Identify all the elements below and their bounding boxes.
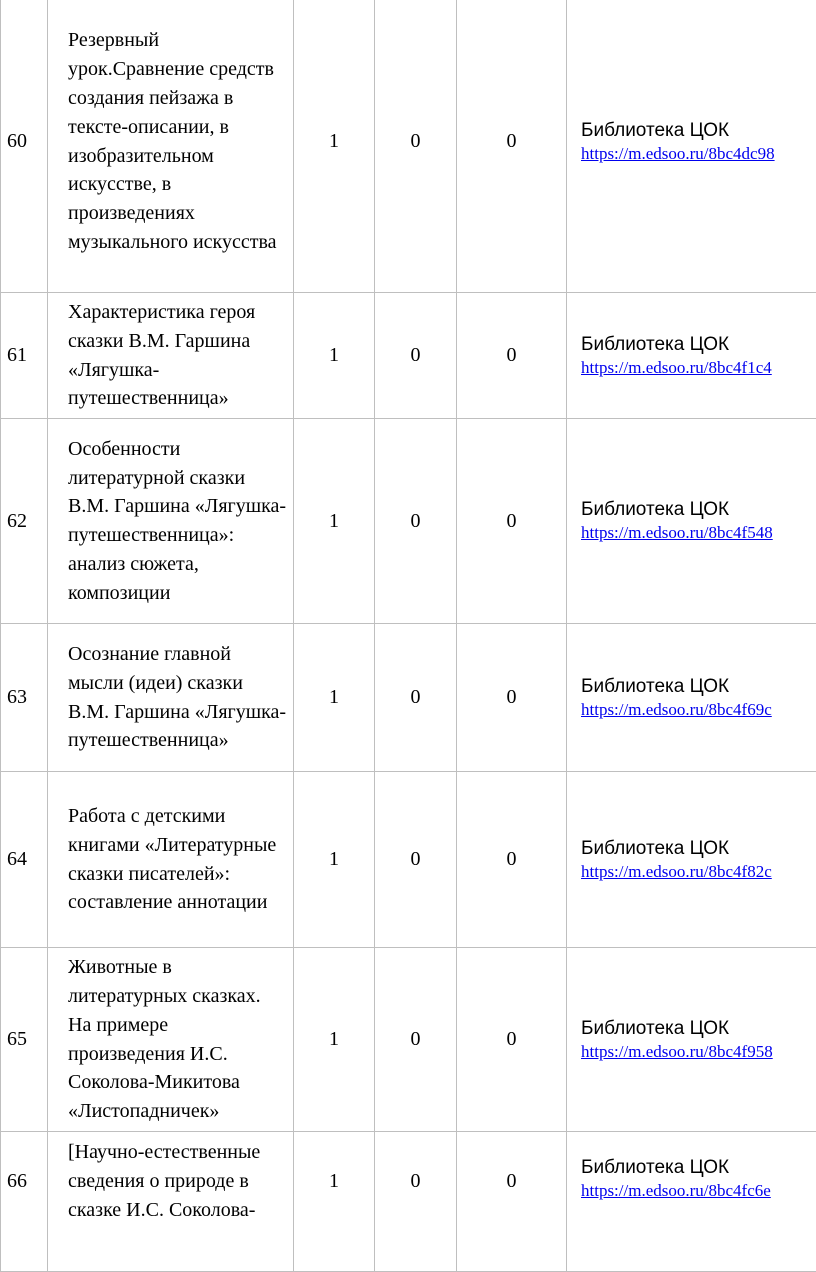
lesson-number: 61 bbox=[1, 293, 48, 419]
digital-resource bbox=[567, 419, 816, 624]
practice-hours: 0 bbox=[457, 0, 567, 293]
control-hours: 0 bbox=[375, 293, 457, 419]
practice-hours: 0 bbox=[457, 293, 567, 419]
lesson-number: 63 bbox=[1, 624, 48, 772]
digital-resource bbox=[567, 293, 816, 419]
practice-hours: 0 bbox=[457, 624, 567, 772]
total-hours: 1 bbox=[294, 948, 375, 1132]
resource-link[interactable]: https://m.edsoo.ru/8bc4f1c4 bbox=[581, 357, 816, 379]
total-hours: 1 bbox=[294, 0, 375, 293]
table-row bbox=[1, 948, 816, 1132]
lesson-topic: Резервный урок.Сравнение средств создания пейзажа в тексте-описании, в изобразительном искусстве, в произведениях музыкального искусства bbox=[48, 0, 294, 293]
lesson-topic: Животные в литературных сказках. На примере произведения И.С. Соколова-Микитова «Листопадничек» bbox=[48, 948, 294, 1132]
digital-resource bbox=[567, 772, 816, 948]
lesson-topic: Характеристика героя сказки В.М. Гаршина «Лягушка-путешественница» bbox=[48, 293, 294, 419]
resource-link[interactable]: https://m.edsoo.ru/8bc4fc6e bbox=[581, 1180, 816, 1202]
resource-title: Библиотека ЦОК bbox=[581, 1156, 816, 1180]
resource-link[interactable]: https://m.edsoo.ru/8bc4f548 bbox=[581, 522, 816, 544]
lesson-topic: Осознание главной мысли (идеи) сказки В.М. Гаршина «Лягушка-путешественница» bbox=[48, 624, 294, 772]
resource-title: Библиотека ЦОК bbox=[581, 837, 816, 861]
resource-title: Библиотека ЦОК bbox=[581, 333, 816, 357]
resource-link[interactable]: https://m.edsoo.ru/8bc4f82c bbox=[581, 861, 816, 883]
digital-resource bbox=[567, 1131, 816, 1271]
lesson-topic: Особенности литературной сказки В.М. Гаршина «Лягушка-путешественница»: анализ сюжета, композиции bbox=[48, 419, 294, 624]
practice-hours: 0 bbox=[457, 772, 567, 948]
control-hours: 0 bbox=[375, 419, 457, 624]
control-hours: 0 bbox=[375, 948, 457, 1132]
resource-link[interactable]: https://m.edsoo.ru/8bc4f69c bbox=[581, 699, 816, 721]
total-hours: 1 bbox=[294, 772, 375, 948]
lesson-number: 62 bbox=[1, 419, 48, 624]
table-row bbox=[1, 1131, 816, 1271]
table-row bbox=[1, 293, 816, 419]
total-hours: 1 bbox=[294, 293, 375, 419]
resource-title: Библиотека ЦОК bbox=[581, 119, 816, 143]
table-row bbox=[1, 0, 816, 293]
control-hours: 0 bbox=[375, 0, 457, 293]
table-row bbox=[1, 419, 816, 624]
resource-link[interactable]: https://m.edsoo.ru/8bc4f958 bbox=[581, 1041, 816, 1063]
control-hours: 0 bbox=[375, 624, 457, 772]
practice-hours: 0 bbox=[457, 419, 567, 624]
digital-resource bbox=[567, 0, 816, 293]
total-hours: 1 bbox=[294, 624, 375, 772]
table-row bbox=[1, 772, 816, 948]
control-hours: 0 bbox=[375, 1131, 457, 1271]
lesson-number: 66 bbox=[1, 1131, 48, 1271]
resource-title: Библиотека ЦОК bbox=[581, 1017, 816, 1041]
table-row bbox=[1, 624, 816, 772]
resource-link[interactable]: https://m.edsoo.ru/8bc4dc98 bbox=[581, 143, 816, 165]
practice-hours: 0 bbox=[457, 1131, 567, 1271]
total-hours: 1 bbox=[294, 1131, 375, 1271]
total-hours: 1 bbox=[294, 419, 375, 624]
resource-title: Библиотека ЦОК bbox=[581, 675, 816, 699]
control-hours: 0 bbox=[375, 772, 457, 948]
digital-resource bbox=[567, 948, 816, 1132]
digital-resource bbox=[567, 624, 816, 772]
lesson-topic: Работа с детскими книгами «Литературные сказки писателей»: составление аннотации bbox=[48, 772, 294, 948]
lesson-number: 60 bbox=[1, 0, 48, 293]
resource-title: Библиотека ЦОК bbox=[581, 498, 816, 522]
lesson-number: 65 bbox=[1, 948, 48, 1132]
lesson-topic: [Научно-естественные сведения о природе в сказке И.С. Соколова- bbox=[48, 1131, 294, 1271]
practice-hours: 0 bbox=[457, 948, 567, 1132]
lesson-number: 64 bbox=[1, 772, 48, 948]
